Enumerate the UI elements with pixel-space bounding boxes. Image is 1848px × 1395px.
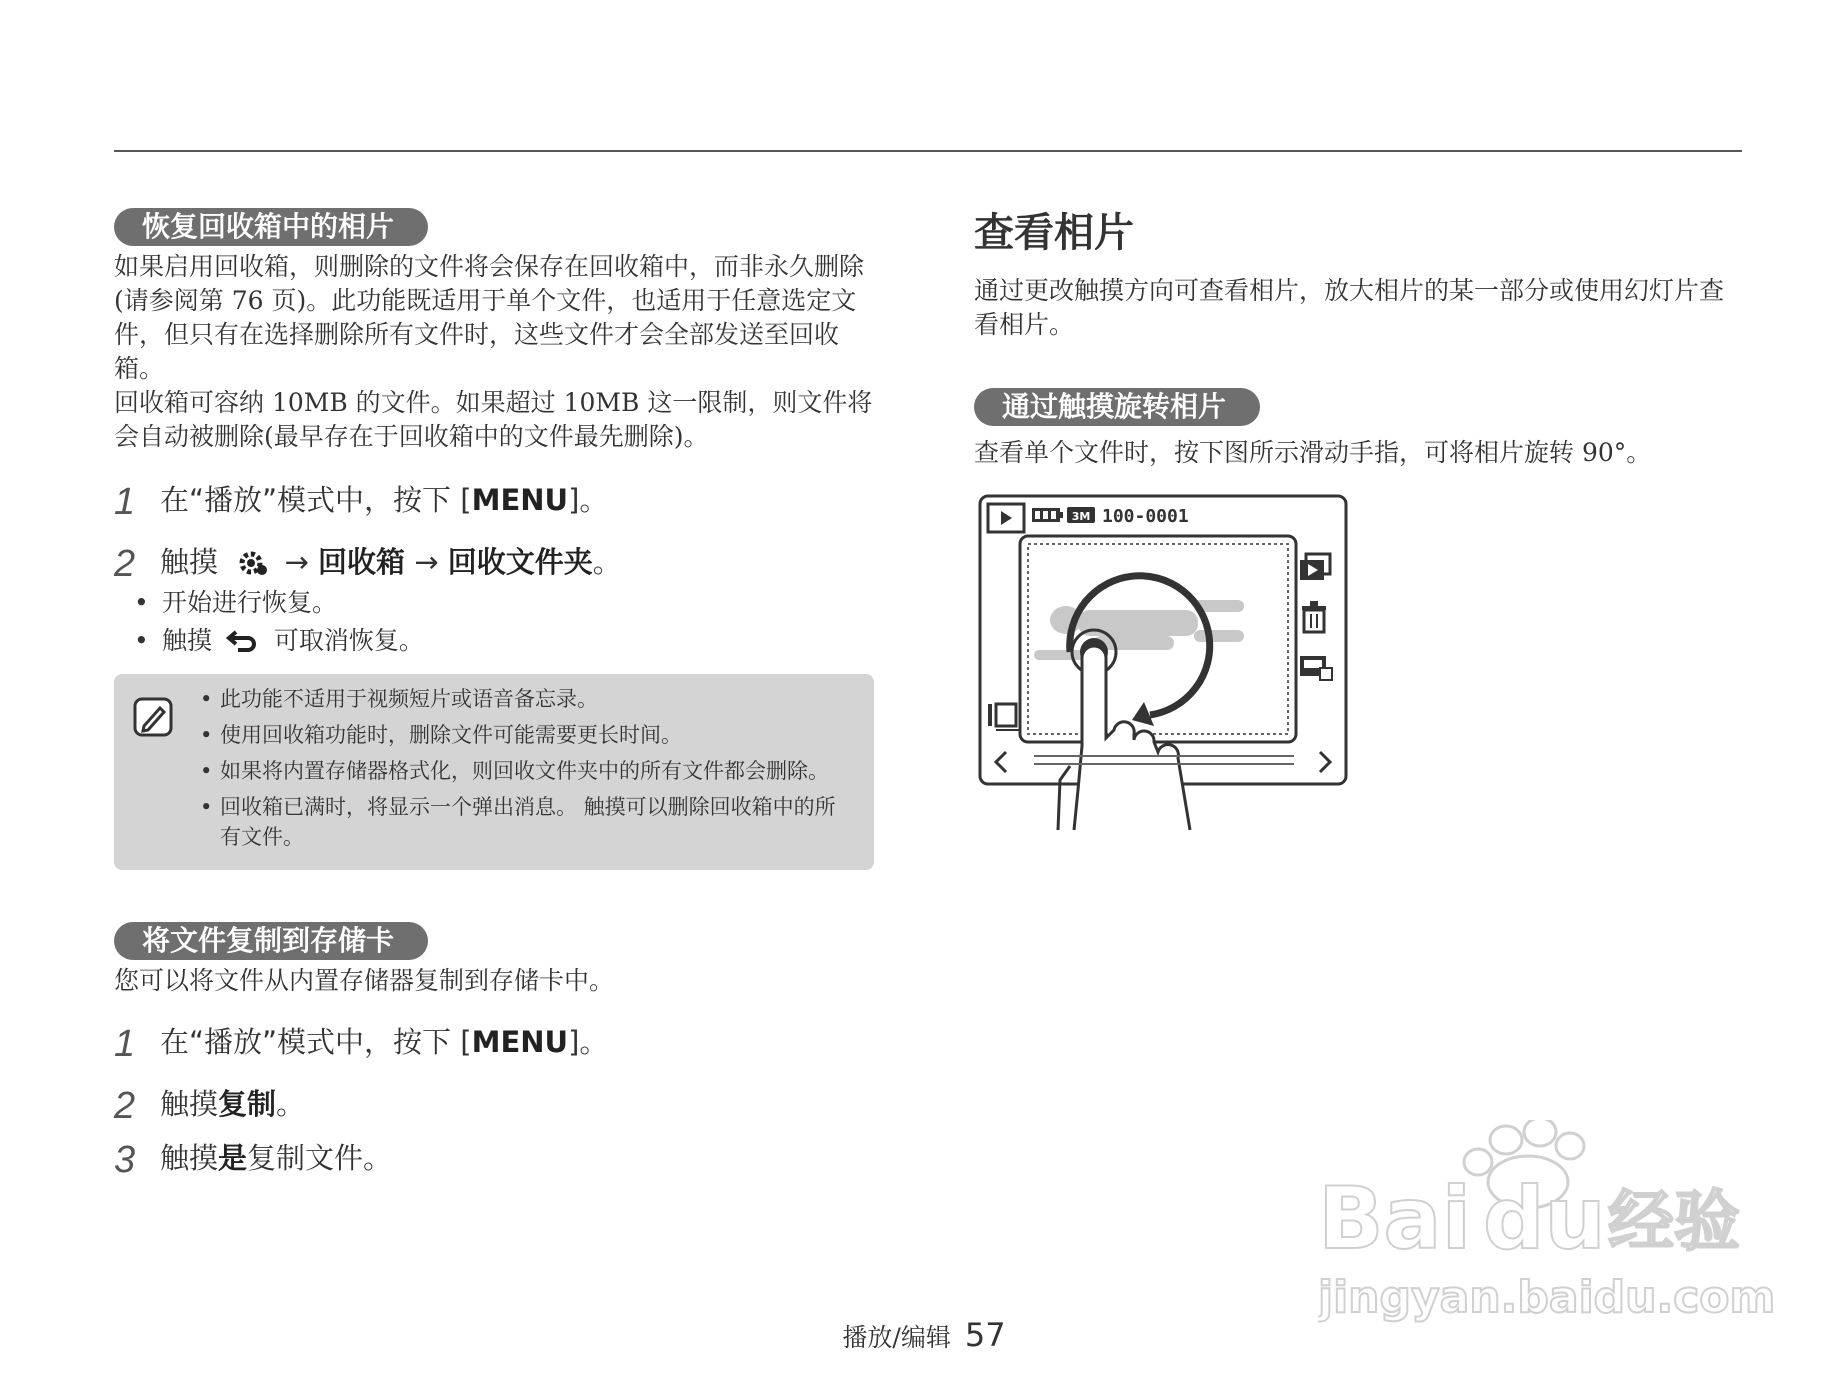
rotate-paragraph: 查看单个文件时，按下图所示滑动手指，可将相片旋转 90°。 <box>974 438 1652 467</box>
step-text-end: 。 <box>592 545 622 579</box>
copy-paragraph: 您可以将文件从内置存储器复制到存储卡中。 <box>114 966 615 995</box>
restore-step-2 <box>114 542 874 585</box>
option-yes: 是 <box>218 1141 248 1175</box>
menu-option-recycle-bin: 回收箱 <box>317 545 405 579</box>
play-mode-icon <box>988 504 1024 532</box>
restore-paragraph-2: 回收箱可容纳 10MB 的文件。如果超过 10MB 这一限制，则文件将会自动被删除(最早存在于回收箱中的文件最先删除)。 <box>114 388 873 451</box>
bullet-text-end: 可取消恢复。 <box>273 626 424 655</box>
svg-text:Bai: Bai <box>1318 1169 1472 1269</box>
bullet-cancel-restore <box>114 622 874 660</box>
page-heading: 查看相片 <box>974 210 1134 256</box>
bullet-start-restore: • 开始进行恢复。 <box>114 584 874 622</box>
svg-text:3M: 3M <box>1071 510 1091 523</box>
page-footer <box>0 1316 1848 1354</box>
section-title-rotate: 通过触摸旋转相片 <box>974 388 1260 426</box>
menu-option-recycle-folder: 回收文件夹 <box>447 545 593 579</box>
svg-text:经验: 经验 <box>1608 1183 1740 1260</box>
step-number: 2 <box>114 1085 136 1127</box>
note-item: • 如果将内置存储器格式化，则回收文件夹中的所有文件都会删除。 <box>200 756 844 786</box>
camera-screen-illustration <box>974 490 1354 840</box>
left-column <box>114 208 874 1181</box>
copy-step-1 <box>114 1022 874 1065</box>
bullet-text: 触摸 <box>162 626 213 655</box>
page-number: 57 <box>964 1316 1006 1354</box>
restore-paragraph-1: 如果启用回收箱，则删除的文件将会保存在回收箱中，而非永久删除(请参阅第 76 页)。此功能既适用于单个文件，也适用于任意选定文件，但只有在选择删除所有文件时，这些文件才会全部发送至回收箱。 <box>114 252 865 383</box>
section-title-restore: 恢复回收箱中的相片 <box>114 208 428 246</box>
note-box <box>114 674 874 870</box>
step-number: 2 <box>114 543 136 585</box>
menu-key: MENU <box>471 1025 569 1059</box>
step-text: 触摸 <box>160 1141 219 1175</box>
note-pencil-icon <box>132 696 174 738</box>
file-number: 100-0001 <box>1102 506 1189 527</box>
step-text-end: ]。 <box>568 483 609 517</box>
view-photos-paragraph: 通过更改触摸方向可查看相片，放大相片的某一部分或使用幻灯片查看相片。 <box>974 276 1725 339</box>
right-column <box>974 208 1744 844</box>
baidu-jingyan-watermark <box>1318 1120 1778 1334</box>
step-text: 触摸 <box>160 1087 219 1121</box>
note-list <box>200 684 844 852</box>
step-number: 3 <box>114 1139 136 1181</box>
step-text-end: 复制文件。 <box>247 1141 393 1175</box>
step-text: 在“播放”模式中，按下 [ <box>160 1025 472 1059</box>
svg-text:jingyan.baidu.com: jingyan.baidu.com <box>1318 1272 1776 1323</box>
section-title-copy: 将文件复制到存储卡 <box>114 922 428 960</box>
back-icon <box>226 629 260 653</box>
note-item: • 回收箱已满时，将显示一个弹出消息。 触摸可以删除回收箱中的所有文件。 <box>200 792 844 852</box>
gear-icon <box>237 548 269 578</box>
battery-icon <box>1032 508 1063 522</box>
arrow: → <box>284 545 309 579</box>
step-text-end: 。 <box>276 1087 306 1121</box>
restore-step-1 <box>114 480 874 523</box>
note-item: • 使用回收箱功能时，删除文件可能需要更长时间。 <box>200 720 844 750</box>
menu-key: MENU <box>471 483 569 517</box>
svg-text:du: du <box>1483 1169 1606 1269</box>
copy-step-2 <box>114 1084 874 1127</box>
step-number: 1 <box>114 481 136 523</box>
copy-step-3 <box>114 1138 874 1181</box>
step-text: 在“播放”模式中，按下 [ <box>160 483 472 517</box>
menu-option-copy: 复制 <box>218 1087 277 1121</box>
arrow: → <box>414 545 439 579</box>
resolution-icon <box>1067 507 1095 523</box>
step-text: 触摸 <box>160 545 219 579</box>
note-item: • 此功能不适用于视频短片或语音备忘录。 <box>200 684 844 714</box>
footer-section-name: 播放/编辑 <box>842 1323 951 1352</box>
step-text-end: ]。 <box>568 1025 609 1059</box>
step-number: 1 <box>114 1023 136 1065</box>
header-rule <box>114 150 1742 152</box>
